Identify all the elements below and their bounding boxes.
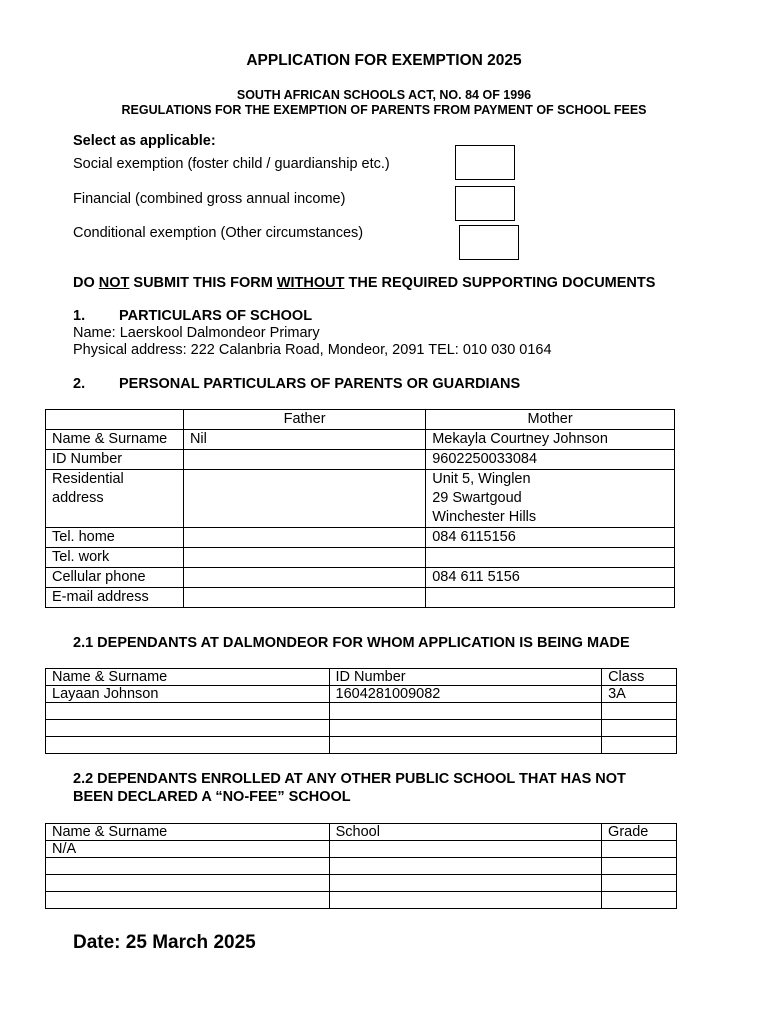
father-header: Father <box>183 410 425 430</box>
father-cell[interactable] <box>183 568 425 588</box>
mother-email[interactable] <box>426 588 675 608</box>
mother-name[interactable]: Mekayla Courtney Johnson <box>426 430 675 450</box>
table-row <box>46 703 677 720</box>
dependant-class[interactable]: 3A <box>602 686 677 703</box>
school-name: Name: Laerskool Dalmondeor Primary <box>73 325 320 341</box>
mother-address[interactable]: Unit 5, Winglen 29 Swartgoud Winchester Hills <box>426 470 675 528</box>
section2-heading: 2. PERSONAL PARTICULARS OF PARENTS OR GUARDIANS <box>73 376 521 392</box>
dependant-id[interactable] <box>329 703 602 720</box>
row-label: Residential address <box>46 470 184 528</box>
section1-heading: 1. PARTICULARS OF SCHOOL <box>73 308 313 324</box>
table-row <box>46 470 675 528</box>
table-cell <box>46 410 184 430</box>
table-row <box>46 686 677 703</box>
father-id[interactable] <box>183 450 425 470</box>
mother-tel-work[interactable] <box>426 548 675 568</box>
dependants-table <box>45 668 677 754</box>
form-title: APPLICATION FOR EXEMPTION 2025 <box>246 52 522 69</box>
table-row <box>46 858 677 875</box>
school-address: Physical address: 222 Calanbria Road, Mondeor, 2091 TEL: 010 030 0164 <box>73 342 552 358</box>
table-row <box>46 430 675 450</box>
other-dependant-school[interactable] <box>329 858 601 875</box>
dependant-name[interactable] <box>46 703 330 720</box>
row-label: Name & Surname <box>46 430 184 450</box>
table-row <box>46 875 677 892</box>
mother-id[interactable]: 9602250033084 <box>426 450 675 470</box>
other-dependant-school[interactable] <box>329 875 601 892</box>
section22-heading-line1: 2.2 DEPENDANTS ENROLLED AT ANY OTHER PUBLIC SCHOOL THAT HAS NOT <box>73 771 626 787</box>
section22-heading-line2: BEEN DECLARED A “NO-FEE” SCHOOL <box>73 789 351 805</box>
other-dependant-school[interactable] <box>329 892 601 909</box>
dependant-id[interactable] <box>329 720 602 737</box>
select-heading: Select as applicable: <box>73 133 216 149</box>
column-header: Name & Surname <box>46 824 330 841</box>
other-dependant-grade[interactable] <box>602 858 677 875</box>
parents-table <box>45 409 675 608</box>
table-row <box>46 410 675 430</box>
dependant-class[interactable] <box>602 737 677 754</box>
dependant-name[interactable]: Layaan Johnson <box>46 686 330 703</box>
other-dependant-school[interactable] <box>329 841 601 858</box>
table-row <box>46 737 677 754</box>
option-financial-label: Financial (combined gross annual income) <box>73 191 346 207</box>
other-dependant-name[interactable] <box>46 875 330 892</box>
dependant-id[interactable]: 1604281009082 <box>329 686 602 703</box>
checkbox-social[interactable] <box>455 145 515 180</box>
table-row <box>46 548 675 568</box>
checkbox-financial[interactable] <box>455 186 515 221</box>
application-date: Date: 25 March 2025 <box>73 932 256 953</box>
table-row <box>46 720 677 737</box>
option-conditional-label: Conditional exemption (Other circumstances) <box>73 225 364 241</box>
other-dependant-grade[interactable] <box>602 892 677 909</box>
other-dependant-name[interactable] <box>46 892 330 909</box>
mother-cell[interactable]: 084 611 5156 <box>426 568 675 588</box>
column-header: Grade <box>602 824 677 841</box>
column-header: Name & Surname <box>46 669 330 686</box>
dependant-name[interactable] <box>46 720 330 737</box>
table-row <box>46 528 675 548</box>
dependant-class[interactable] <box>602 720 677 737</box>
row-label: Cellular phone <box>46 568 184 588</box>
other-school-table <box>45 823 677 909</box>
section21-heading: 2.1 DEPENDANTS AT DALMONDEOR FOR WHOM APPLICATION IS BEING MADE <box>73 635 630 651</box>
other-dependant-name[interactable] <box>46 858 330 875</box>
column-header: School <box>329 824 601 841</box>
mother-header: Mother <box>426 410 675 430</box>
other-dependant-name[interactable]: N/A <box>46 841 330 858</box>
act-subtitle: SOUTH AFRICAN SCHOOLS ACT, NO. 84 OF 1996 <box>236 88 532 102</box>
table-row <box>46 450 675 470</box>
regulations-subtitle: REGULATIONS FOR THE EXEMPTION OF PARENTS FROM PAYMENT OF SCHOOL FEES <box>121 103 647 117</box>
other-dependant-grade[interactable] <box>602 875 677 892</box>
other-dependant-grade[interactable] <box>602 841 677 858</box>
column-header: ID Number <box>329 669 602 686</box>
row-label: ID Number <box>46 450 184 470</box>
table-row <box>46 669 677 686</box>
checkbox-conditional[interactable] <box>459 225 519 260</box>
table-row <box>46 588 675 608</box>
father-address[interactable] <box>183 470 425 528</box>
row-label: Tel. home <box>46 528 184 548</box>
table-row <box>46 892 677 909</box>
table-row <box>46 824 677 841</box>
father-email[interactable] <box>183 588 425 608</box>
column-header: Class <box>602 669 677 686</box>
dependant-id[interactable] <box>329 737 602 754</box>
dependant-class[interactable] <box>602 703 677 720</box>
row-label: E-mail address <box>46 588 184 608</box>
mother-tel-home[interactable]: 084 6115156 <box>426 528 675 548</box>
supporting-documents-warning: DO NOT SUBMIT THIS FORM WITHOUT THE REQUIRED SUPPORTING DOCUMENTS <box>73 275 656 291</box>
table-row <box>46 568 675 588</box>
table-row <box>46 841 677 858</box>
father-tel-home[interactable] <box>183 528 425 548</box>
option-social-label: Social exemption (foster child / guardianship etc.) <box>73 156 390 172</box>
dependant-name[interactable] <box>46 737 330 754</box>
father-name[interactable]: Nil <box>183 430 425 450</box>
row-label: Tel. work <box>46 548 184 568</box>
father-tel-work[interactable] <box>183 548 425 568</box>
